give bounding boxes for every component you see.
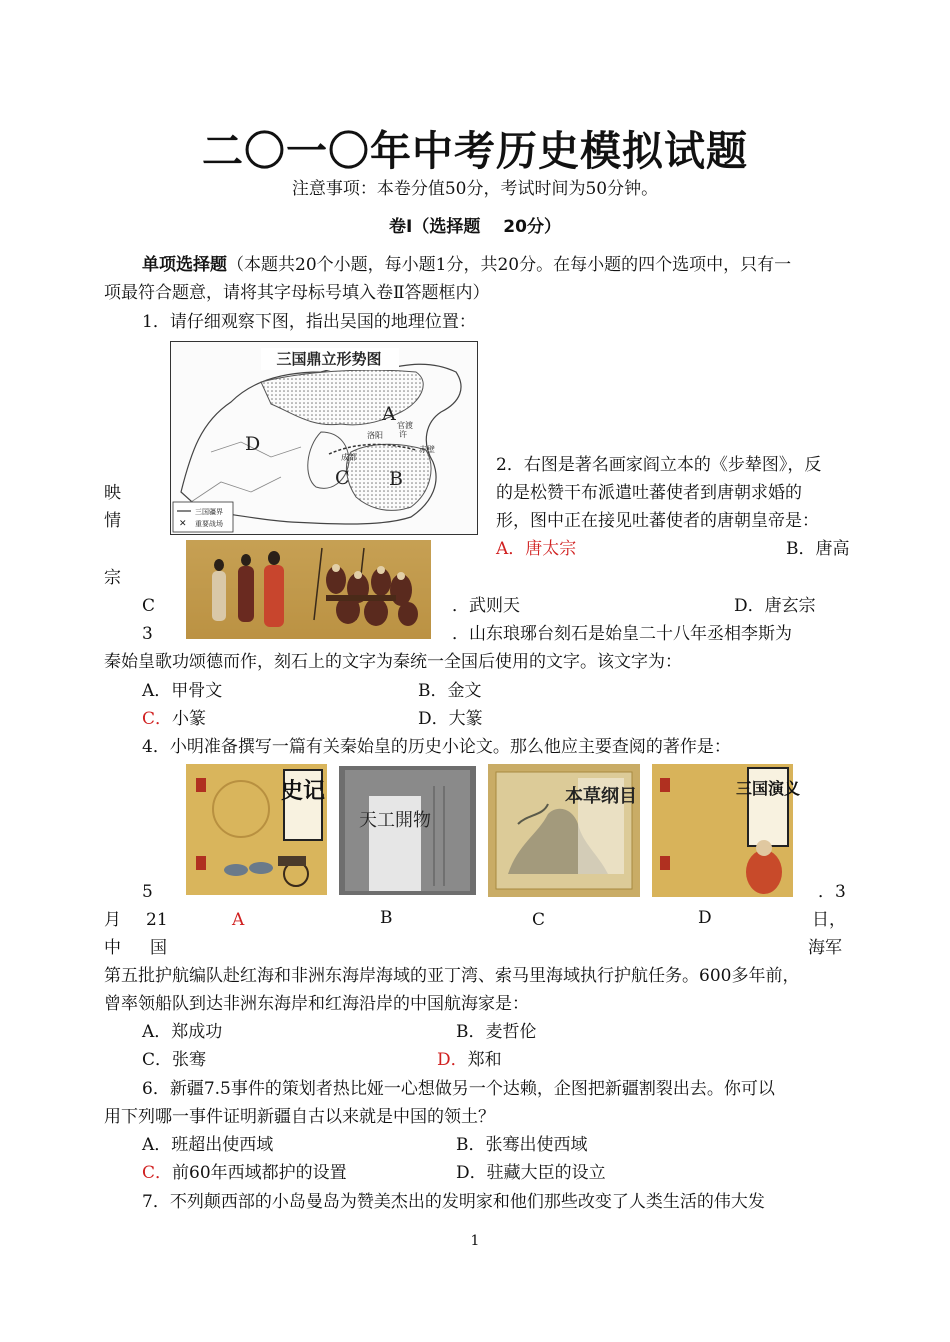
question-6-option-d: D．驻藏大臣的设立 [456, 1163, 606, 1183]
question-5-haijun: 海军 [808, 938, 842, 958]
question-5-month: 月 [104, 910, 121, 930]
instructions-line-2: 项最符合题意，请将其字母标号填入卷Ⅱ答题框内） [104, 283, 490, 303]
svg-text:✕: ✕ [179, 519, 187, 529]
question-6-option-c [142, 1159, 347, 1187]
map-legend-battle: 重要战场 [195, 520, 223, 528]
book-label-c: C [532, 910, 546, 930]
book-tiangong-kaiwu [339, 766, 476, 895]
map-label-a: A [382, 403, 396, 425]
question-5-line-1: 第五批护航编队赴红海和非洲东海岸海域的亚丁湾、索马里海域执行护航任务。600多年前， [104, 966, 800, 986]
question-2-left-2: 情 [104, 511, 121, 531]
book-shiji [186, 764, 327, 895]
question-6-option-c-text: 前60年西域都护的设置 [172, 1163, 347, 1183]
question-2-left-1: 映 [104, 483, 121, 503]
question-7-line-1: 7．不列颠西部的小岛曼岛为赞美杰出的发明家和他们那些改变了人类生活的伟大发 [142, 1192, 765, 1212]
book-shiji-cover [186, 764, 327, 895]
question-5-day: 日， [812, 910, 846, 930]
book-label-a: A [232, 910, 245, 930]
map-city-xu: 许 [399, 430, 407, 439]
question-5-option-c: C．张骞 [142, 1050, 207, 1070]
map-label-d: D [245, 433, 261, 455]
bunian-painting [186, 540, 431, 639]
question-3-option-d: D．大篆 [418, 709, 483, 729]
question-6-line-2: 用下列哪一事件证明新疆自古以来就是中国的领土？ [104, 1107, 495, 1127]
three-kingdoms-map [170, 341, 478, 535]
book-sanguo-yanyi [652, 764, 801, 897]
question-5-option-b: B．麦哲伦 [456, 1022, 537, 1042]
question-2-line-1: 2．右图是著名画家阎立本的《步辇图》，反 [496, 455, 822, 475]
question-5-option-d-text: 郑和 [467, 1050, 502, 1070]
page-title: 二〇一〇年中考历史模拟试题 [202, 127, 748, 175]
question-2-left-3: 宗 [104, 568, 121, 588]
question-1-text: 1．请仔细观察下图，指出吴国的地理位置： [142, 312, 476, 332]
question-3-option-b: B．金文 [418, 681, 482, 701]
question-6-option-a: A．班超出使西域 [142, 1135, 274, 1155]
map-label-b: B [389, 468, 403, 490]
page-number: 1 [470, 1233, 480, 1249]
instructions-line-1 [142, 251, 791, 279]
question-3-option-a: A．甲骨文 [142, 681, 223, 701]
question-3-option-c-letter: C． [142, 709, 173, 729]
question-3-number: 3 [142, 624, 153, 644]
question-5-line-2: 曾率领船队到达非洲东海岸和红海沿岸的中国航海家是： [104, 994, 529, 1014]
question-5-guo: 国 [150, 938, 167, 958]
question-3-line-2: 秦始皇歌功颂德而作，刻石上的文字为秦统一全国后使用的文字。该文字为： [104, 652, 682, 672]
question-6-option-b: B．张骞出使西域 [456, 1135, 588, 1155]
painting-figures [186, 540, 431, 639]
question-2-option-d: D．唐玄宗 [734, 596, 816, 616]
map-label-c: C [335, 467, 350, 489]
question-2-option-c: ．武则天 [452, 596, 520, 616]
question-5-date-part: ．3 [818, 882, 846, 902]
book-sanguo-cover [652, 764, 801, 897]
question-2-option-b: B．唐高 [786, 539, 850, 559]
question-5-option-d [437, 1046, 502, 1074]
question-5-option-d-letter: D． [437, 1050, 468, 1070]
question-5-zhong: 中 [104, 938, 121, 958]
question-2-line-2: 的是松赞干布派遣吐蕃使者到唐朝求婚的 [496, 483, 802, 503]
question-6-option-c-letter: C． [142, 1163, 173, 1183]
map-city-chibi: 赤壁 [419, 445, 435, 454]
book-label-d: D [698, 908, 712, 928]
map-title: 三国鼎立形势图 [276, 350, 382, 368]
book-title-sanguo: 三国演义 [735, 779, 801, 798]
map-graphic [171, 342, 477, 534]
question-2-option-c-letter: C [142, 596, 156, 616]
book-bencao-cover [488, 764, 640, 897]
question-3-option-c [142, 705, 206, 733]
book-title-tiangong: 天工開物 [359, 810, 431, 831]
question-2-line-3: 形，图中正在接见吐蕃使者的唐朝皇帝是： [496, 511, 819, 531]
map-city-luoyang: 洛阳 [367, 431, 383, 440]
question-2-option-a: A．唐太宗 [496, 539, 577, 559]
instructions-text: （本题共20个小题，每小题1分，共20分。在每小题的四个选项中，只有一 [227, 255, 792, 275]
book-bencao-gangmu [488, 764, 640, 897]
map-city-chengdu: 成都 [341, 453, 357, 462]
book-title-bencao: 本草纲目 [565, 786, 637, 807]
question-4-text: 4．小明准备撰写一篇有关秦始皇的历史小论文。那么他应主要查阅的著作是： [142, 737, 731, 757]
map-city-guandu: 官渡 [397, 421, 413, 430]
question-3-line-1: ．山东琅琊台刻石是始皇二十八年丞相李斯为 [452, 624, 792, 644]
exam-notice: 注意事项：本卷分值50分，考试时间为50分钟。 [291, 179, 659, 199]
instructions-heading: 单项选择题 [142, 255, 227, 275]
book-title-shiji: 史记 [280, 778, 326, 804]
book-label-b: B [380, 908, 393, 928]
map-legend-border: 三国疆界 [195, 508, 223, 516]
question-5-option-a: A．郑成功 [142, 1022, 223, 1042]
book-tiangong-cover [339, 766, 476, 895]
section-heading: 卷Ⅰ（选择题 20分） [389, 217, 561, 237]
question-5-day-number: 21 [146, 910, 168, 930]
question-3-option-c-text: 小篆 [172, 709, 207, 729]
question-5-number: 5 [142, 882, 153, 902]
question-6-line-1: 6．新疆7.5事件的策划者热比娅一心想做另一个达赖，企图把新疆割裂出去。你可以 [142, 1079, 775, 1099]
